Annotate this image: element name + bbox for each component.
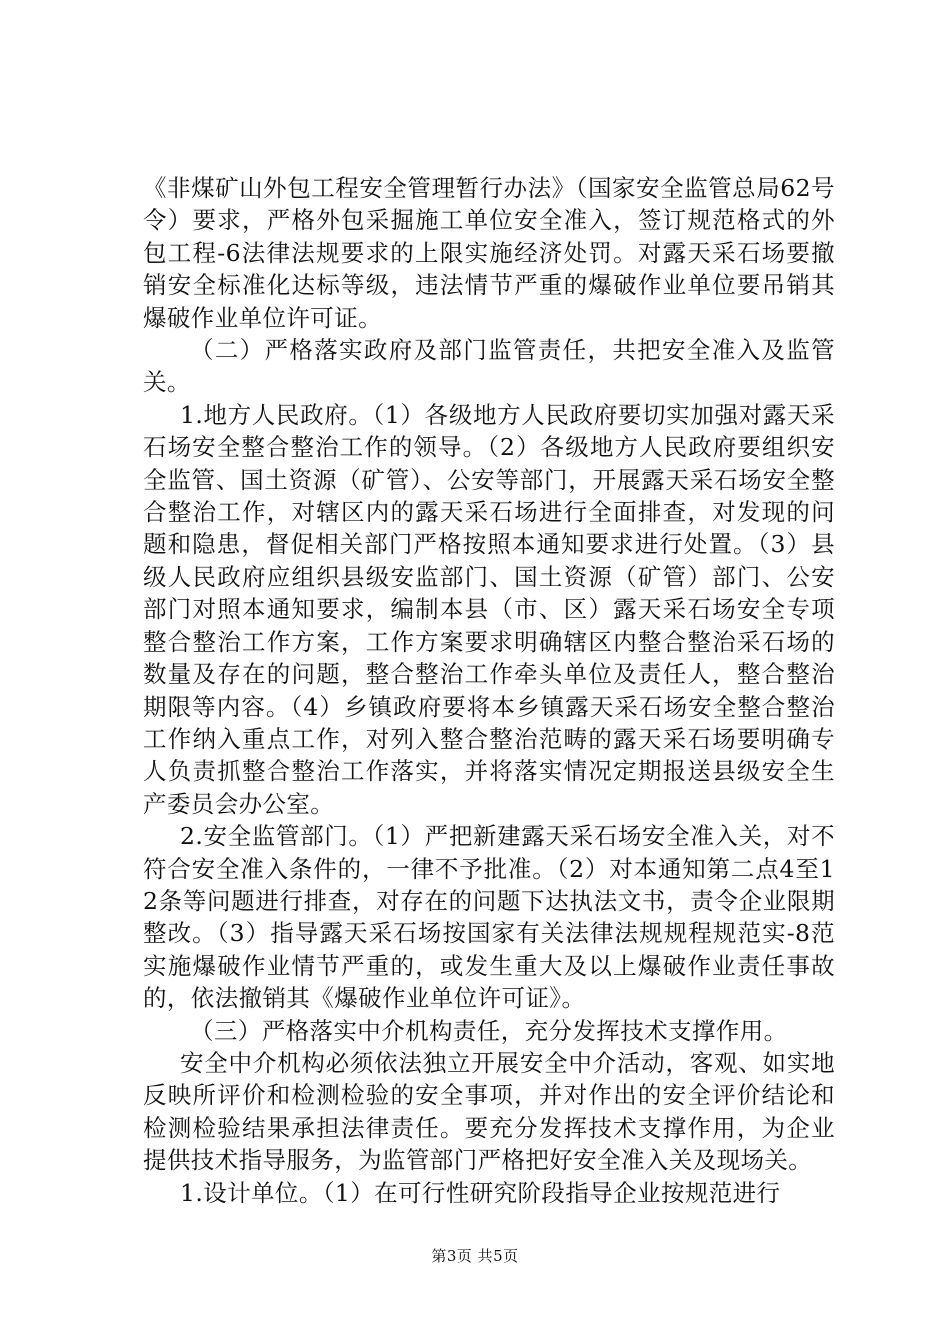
paragraph-design-unit: 1.设计单位。（1）在可行性研究阶段指导企业按规范进行 [180, 1178, 781, 1207]
paragraph-continuation: 《非煤矿山外包工程安全管理暂行办法》（国家安全监管总局62号令）要求，严格外包采掘施工单位安全准入，签订规范格式的外包工程-6法律法规要求的上限实施经济处罚。对露天采石场要撤销安全标准化达标等级，违法情节严重的爆破作业单位要吊销其爆破作业单位许可证。 [143, 174, 835, 332]
paragraph-local-government: 1.地方人民政府。（1）各级地方人民政府要切实加强对露天采石场安全整合整治工作的领导。（2）各级地方人民政府要组织安全监管、国土资源（矿管）、公安等部门，开展露天采石场安全整合整治工作，对辖区内的露天采石场进行全面排查，对发现的问题和隐患，督促相关部门严格按照本通知要求进行处置。（3）县级人民政府应组织县级安监部门、国土资源（矿管）部门、公安部门对照本通知要求，编制本县（市、区）露天采石场安全专项整合整治工作方案，工作方案要求明确辖区内整合整治采石场的数量及存在的问题，整合整治工作牵头单位及责任人，整合整治期限等内容。（4）乡镇政府要将本乡镇露天采石场安全整合整治工作纳入重点工作，对列入整合整治范畴的露天采石场要明确专人负责抓整合整治工作落实，并将落实情况定期报送县级安全生产委员会办公室。 [143, 400, 835, 818]
page-number-footer: 第3页 共5页 [431, 1247, 519, 1265]
paragraph-intermediary: 安全中介机构必须依法独立开展安全中介活动，客观、如实地反映所评价和检测检验的安全事项，并对作出的安全评价结论和检测检验结果承担法律责任。要充分发挥技术支撑作用，为企业提供技术指导服务，为监管部门严格把好安全准入关及现场关。 [143, 1048, 835, 1175]
paragraph-safety-supervision: 2.安全监管部门。（1）严把新建露天采石场安全准入关，对不符合安全准入条件的，一律不予批准。（2）对本通知第二点4至12条等问题进行排查，对存在的问题下达执法文书，责令企业限期整改。（3）指导露天采石场按国家有关法律法规规程规范实-8范实施爆破作业情节严重的，或发生重大及以上爆破作业责任事故的，依法撤销其《爆破作业单位许可证》。 [143, 822, 835, 1013]
section-heading-2: （二）严格落实政府及部门监管责任，共把安全准入及监管关。 [143, 336, 835, 397]
section-heading-3: （三）严格落实中介机构责任，充分发挥技术支撑作用。 [190, 1016, 788, 1045]
document-body [143, 172, 835, 1209]
